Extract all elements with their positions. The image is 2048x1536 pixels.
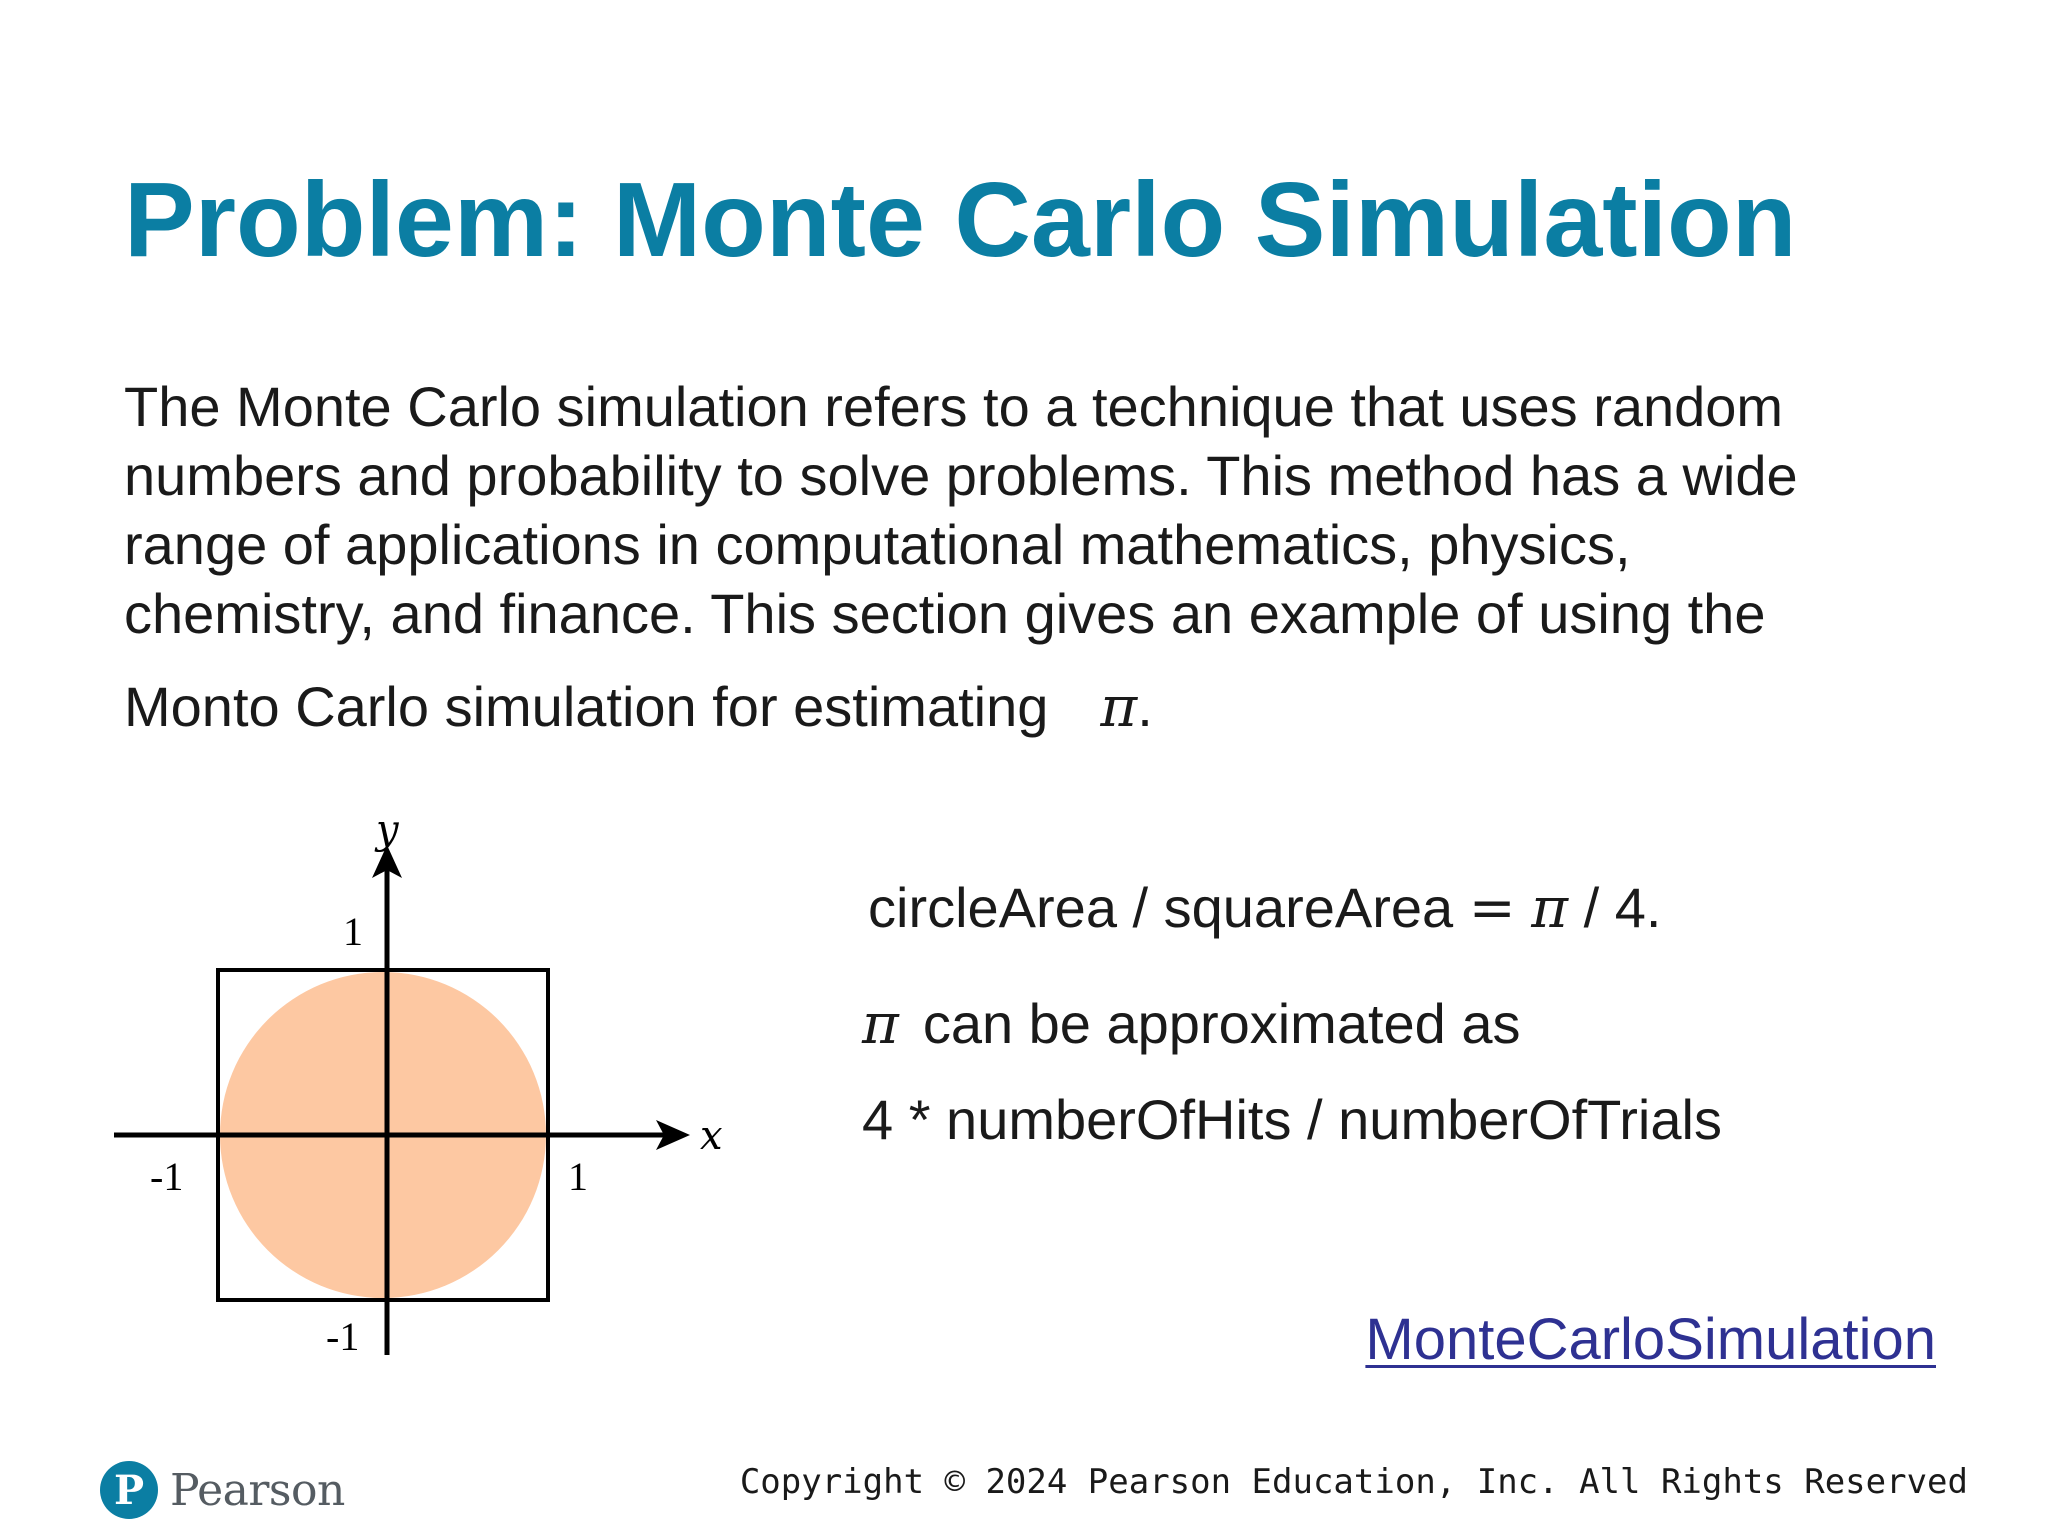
paragraph-line-text: Monto Carlo simulation for estimating: [124, 675, 1049, 738]
pearson-logo-letter: P: [113, 1467, 145, 1514]
pi-estimate-formula: 4 * numberOfHits / numberOfTrials: [862, 1088, 1722, 1151]
equals-sign: =: [1468, 876, 1516, 941]
area-ratio-formula: [868, 876, 1661, 941]
pearson-logo-icon: [98, 1459, 160, 1521]
tick-label-y-negative: -1: [326, 1314, 360, 1359]
pi-approximation-text: [862, 992, 1521, 1057]
paragraph-line: range of applications in computational mathematics, physics,: [124, 513, 1631, 576]
paragraph-period: .: [1137, 675, 1153, 738]
tick-label-y-positive: 1: [343, 909, 363, 954]
intro-paragraph: [124, 372, 1924, 741]
paragraph-line: [124, 672, 1924, 741]
approximation-text: can be approximated as: [922, 992, 1521, 1055]
monte-carlo-simulation-link[interactable]: MonteCarloSimulation: [1365, 1307, 1936, 1372]
paragraph-line: chemistry, and finance. This section gives an example of using the: [124, 582, 1766, 645]
pi-symbol: π: [1531, 876, 1569, 941]
unit-circle-diagram: [100, 800, 760, 1360]
x-axis-label: x: [700, 1113, 723, 1159]
area-ratio-left: circleArea / squareArea: [868, 876, 1454, 939]
pearson-logo: [98, 1456, 345, 1524]
paragraph-line: The Monte Carlo simulation refers to a technique that uses random: [124, 375, 1784, 438]
pi-symbol: π: [1100, 675, 1138, 740]
tick-label-x-negative: -1: [150, 1154, 184, 1199]
pi-symbol: π: [862, 992, 899, 1057]
pearson-logo-wordmark: Pearson: [170, 1464, 345, 1516]
copyright-notice: Copyright © 2024 Pearson Education, Inc. All Rights Reserved: [739, 1462, 1968, 1502]
tick-label-x-positive: 1: [568, 1154, 588, 1199]
slide-title: Problem: Monte Carlo Simulation: [124, 161, 1797, 279]
y-axis-label: y: [376, 807, 399, 853]
paragraph-line: numbers and probability to solve problems. This method has a wide: [124, 444, 1798, 507]
area-ratio-right: / 4.: [1583, 876, 1662, 939]
